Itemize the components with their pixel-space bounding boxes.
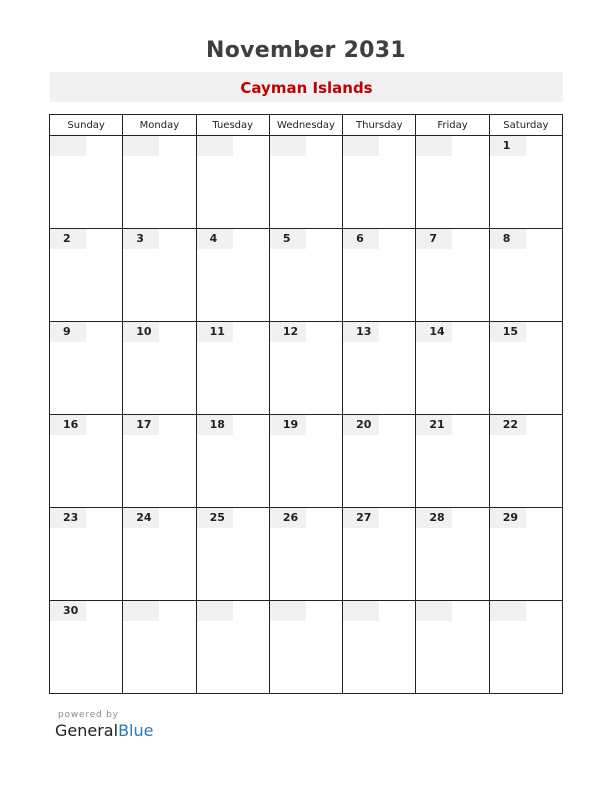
day-cell [50, 508, 123, 601]
week-row [50, 229, 563, 322]
day-cell [416, 322, 489, 415]
day-number: 4 [197, 229, 233, 249]
day-cell [489, 136, 562, 229]
day-cell [416, 601, 489, 694]
day-cell [269, 508, 342, 601]
day-number: 18 [197, 415, 233, 435]
powered-by-text: powered by [58, 710, 119, 720]
day-number [50, 136, 86, 156]
day-cell [416, 136, 489, 229]
day-cell [269, 415, 342, 508]
day-number: 5 [270, 229, 306, 249]
day-cell [489, 508, 562, 601]
day-cell [196, 136, 269, 229]
day-number: 21 [416, 415, 452, 435]
day-cell [269, 601, 342, 694]
day-number: 11 [197, 322, 233, 342]
day-cell [50, 415, 123, 508]
weekday-header: Wednesday [269, 115, 342, 136]
day-cell [50, 322, 123, 415]
day-cell [343, 508, 416, 601]
day-number: 12 [270, 322, 306, 342]
country-subtitle: Cayman Islands [240, 79, 373, 97]
day-number: 26 [270, 508, 306, 528]
day-cell [343, 601, 416, 694]
weekday-header: Thursday [343, 115, 416, 136]
day-cell [343, 136, 416, 229]
day-cell [489, 322, 562, 415]
day-number: 3 [123, 229, 159, 249]
page-title: November 2031 [205, 38, 407, 63]
day-number [490, 601, 526, 621]
day-number: 28 [416, 508, 452, 528]
day-number [270, 601, 306, 621]
brand-logo-second: Blue [118, 721, 154, 740]
day-number: 14 [416, 322, 452, 342]
day-cell [269, 322, 342, 415]
day-number: 7 [416, 229, 452, 249]
day-cell [196, 322, 269, 415]
day-cell [343, 415, 416, 508]
weekday-header: Monday [123, 115, 196, 136]
day-cell [489, 601, 562, 694]
day-cell [343, 322, 416, 415]
day-number: 6 [343, 229, 379, 249]
day-number: 17 [123, 415, 159, 435]
day-cell [196, 415, 269, 508]
day-number [416, 136, 452, 156]
day-number: 22 [490, 415, 526, 435]
brand-logo-first: General [55, 721, 119, 740]
day-cell [416, 229, 489, 322]
day-number [123, 136, 159, 156]
day-number [416, 601, 452, 621]
day-number: 8 [490, 229, 526, 249]
day-number: 27 [343, 508, 379, 528]
day-cell [269, 229, 342, 322]
day-cell [416, 415, 489, 508]
day-number: 2 [50, 229, 86, 249]
week-row [50, 508, 563, 601]
day-cell [196, 508, 269, 601]
day-cell [196, 601, 269, 694]
day-cell [489, 229, 562, 322]
day-number [197, 601, 233, 621]
day-number: 20 [343, 415, 379, 435]
day-cell [123, 229, 196, 322]
day-cell [50, 229, 123, 322]
day-cell [196, 229, 269, 322]
day-number [197, 136, 233, 156]
day-cell [123, 415, 196, 508]
day-number: 23 [50, 508, 86, 528]
day-number [343, 136, 379, 156]
day-number: 13 [343, 322, 379, 342]
day-number: 30 [50, 601, 86, 621]
day-cell [123, 508, 196, 601]
week-row [50, 322, 563, 415]
brand-logo[interactable] [55, 721, 153, 740]
day-cell [343, 229, 416, 322]
day-number: 1 [490, 136, 526, 156]
day-cell [50, 136, 123, 229]
day-number: 9 [50, 322, 86, 342]
day-cell [123, 322, 196, 415]
day-number: 16 [50, 415, 86, 435]
day-number [123, 601, 159, 621]
week-row [50, 415, 563, 508]
day-cell [123, 601, 196, 694]
subtitle-bar [50, 72, 563, 102]
weekday-header-row [50, 115, 563, 136]
week-row [50, 136, 563, 229]
day-number: 24 [123, 508, 159, 528]
day-number [343, 601, 379, 621]
week-row [50, 601, 563, 694]
day-cell [123, 136, 196, 229]
day-number: 15 [490, 322, 526, 342]
weekday-header: Friday [416, 115, 489, 136]
day-number [270, 136, 306, 156]
calendar-grid [49, 114, 563, 694]
weekday-header: Sunday [50, 115, 123, 136]
day-number: 19 [270, 415, 306, 435]
weekday-header: Tuesday [196, 115, 269, 136]
day-number: 10 [123, 322, 159, 342]
day-cell [269, 136, 342, 229]
day-number: 25 [197, 508, 233, 528]
day-number: 29 [490, 508, 526, 528]
day-cell [416, 508, 489, 601]
weekday-header: Saturday [489, 115, 562, 136]
day-cell [50, 601, 123, 694]
day-cell [489, 415, 562, 508]
